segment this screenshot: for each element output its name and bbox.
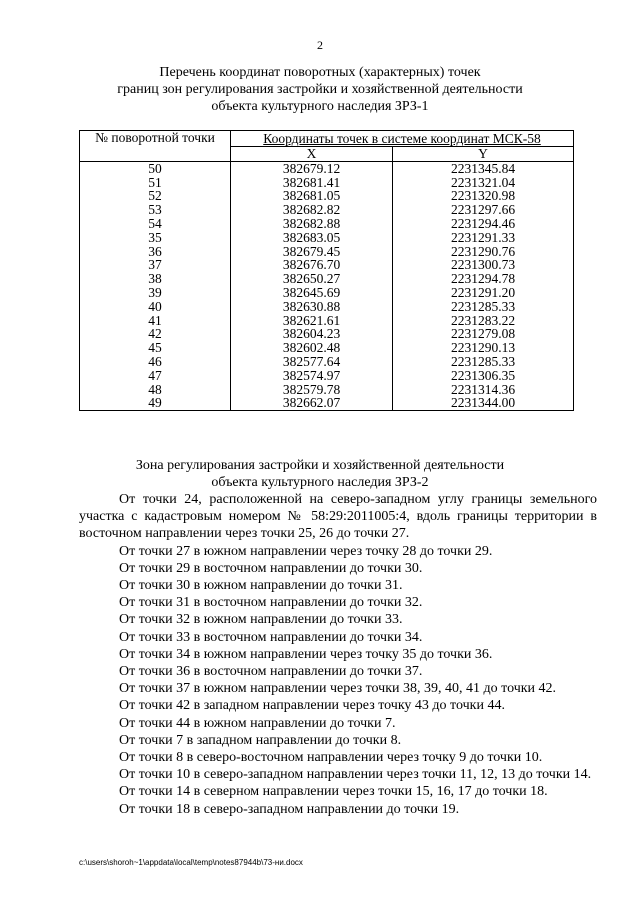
footer-file-path: c:\users\shoroh~1\appdata\local\temp\notes87944b\73-ни.docx [79,858,303,867]
cell-point: 40 [80,300,231,314]
title-line-3: объекта культурного наследия ЗРЗ-1 [211,99,429,114]
header-point-number: № поворотной точки [80,131,231,162]
cell-x: 382621.61 [231,314,393,328]
zone2-paragraph: От точки 7 в западном направлении до точки 8. [119,732,402,748]
table-row [80,231,574,245]
table-row [80,369,574,383]
cell-point: 48 [80,383,231,397]
cell-x: 382577.64 [231,355,393,369]
zone2-paragraph: От точки 10 в северо-западном направлении через точки 11, 12, 13 до точки 14. [119,767,592,783]
cell-x: 382602.48 [231,341,393,355]
cell-x: 382574.97 [231,369,393,383]
zone2-paragraph: От точки 14 в северном направлении через точки 15, 16, 17 до точки 18. [119,784,548,800]
cell-y: 2231290.76 [393,245,574,259]
cell-y: 2231294.46 [393,217,574,231]
cell-point: 35 [80,231,231,245]
cell-point: 49 [80,396,231,410]
cell-point: 53 [80,203,231,217]
cell-x: 382683.05 [231,231,393,245]
cell-point: 47 [80,369,231,383]
cell-y: 2231291.33 [393,231,574,245]
cell-y: 2231314.36 [393,383,574,397]
cell-y: 2231320.98 [393,189,574,203]
zone2-title [0,457,640,491]
cell-point: 52 [80,189,231,203]
table-row [80,176,574,190]
table-row [80,383,574,397]
cell-point: 46 [80,355,231,369]
cell-point: 38 [80,272,231,286]
cell-x: 382682.88 [231,217,393,231]
cell-point: 41 [80,314,231,328]
table-row [80,396,574,410]
cell-point: 42 [80,327,231,341]
cell-point: 39 [80,286,231,300]
zone2-paragraph: От точки 18 в северо-западном направлении до точки 19. [119,801,460,817]
cell-y: 2231291.20 [393,286,574,300]
cell-y: 2231345.84 [393,161,574,175]
cell-x: 382681.05 [231,189,393,203]
header-y: Y [393,147,574,162]
cell-x: 382682.82 [231,203,393,217]
title-line-1: Перечень координат поворотных (характерных) точек [159,65,481,80]
cell-y: 2231300.73 [393,258,574,272]
cell-y: 2231285.33 [393,355,574,369]
title-line-2: границ зон регулирования застройки и хозяйственной деятельности [117,82,523,97]
zone2-paragraph: От точки 29 в восточном направлении до точки 30. [119,560,423,576]
cell-x: 382676.70 [231,258,393,272]
zone2-paragraph: От точки 42 в западном направлении через точку 43 до точки 44. [119,698,505,714]
zone2-paragraph: От точки 27 в южном направлении через точку 28 до точки 29. [119,543,493,559]
cell-y: 2231306.35 [393,369,574,383]
table-row [80,203,574,217]
zone2-paragraph: От точки 34 в южном направлении через точку 35 до точки 36. [119,646,493,662]
page-number: 2 [317,38,323,52]
table-row [80,355,574,369]
cell-y: 2231294.78 [393,272,574,286]
cell-point: 37 [80,258,231,272]
cell-x: 382650.27 [231,272,393,286]
cell-y: 2231290.13 [393,341,574,355]
cell-x: 382645.69 [231,286,393,300]
coordinates-table [79,130,574,411]
table-row [80,161,574,175]
zone2-paragraph: От точки 37 в южном направлении через точки 38, 39, 40, 41 до точки 42. [119,681,557,697]
header-coordinates: Координаты точек в системе координат МСК-58 [231,131,574,147]
zone2-description [79,491,597,818]
coordinates-table-body [80,161,574,410]
cell-y: 2231344.00 [393,396,574,410]
zone2-paragraph: От точки 8 в северо-восточном направлении через точку 9 до точки 10. [119,750,543,766]
cell-x: 382604.23 [231,327,393,341]
table-row [80,245,574,259]
table-row [80,314,574,328]
cell-y: 2231321.04 [393,176,574,190]
zone2-paragraph: От точки 33 в восточном направлении до точки 34. [119,629,423,645]
table-row [80,341,574,355]
cell-y: 2231297.66 [393,203,574,217]
cell-point: 54 [80,217,231,231]
zone2-paragraph: От точки 36 в восточном направлении до точки 37. [119,664,423,680]
table-row [80,258,574,272]
cell-y: 2231283.22 [393,314,574,328]
cell-y: 2231279.08 [393,327,574,341]
cell-x: 382630.88 [231,300,393,314]
zone2-paragraph: От точки 32 в южном направлении до точки 33. [119,612,403,628]
zone2-title-line-1: Зона регулирования застройки и хозяйственной деятельности [135,458,505,473]
table-row [80,286,574,300]
cell-point: 51 [80,176,231,190]
cell-point: 36 [80,245,231,259]
cell-x: 382662.07 [231,396,393,410]
zone2-title-line-2: объекта культурного наследия ЗРЗ-2 [211,475,429,490]
header-x: X [231,147,393,162]
zone2-paragraph: От точки 24, расположенной на северо-западном углу границы земельного участка с кадастровым номером № 58:29:2011005:4, вдоль границы территории в восточном направлении через точки 25, 26 до точки 27. [79,492,597,542]
table-row [80,272,574,286]
cell-x: 382579.78 [231,383,393,397]
cell-x: 382679.45 [231,245,393,259]
cell-point: 45 [80,341,231,355]
zone2-paragraph: От точки 31 в восточном направлении до точки 32. [119,595,423,611]
cell-point: 50 [80,161,231,175]
document-title [0,64,640,115]
table-row [80,327,574,341]
zone2-paragraph: От точки 44 в южном направлении до точки 7. [119,715,396,731]
table-row [80,217,574,231]
cell-x: 382681.41 [231,176,393,190]
table-row [80,189,574,203]
zone2-paragraph: От точки 30 в южном направлении до точки 31. [119,578,403,594]
cell-y: 2231285.33 [393,300,574,314]
cell-x: 382679.12 [231,161,393,175]
table-row [80,300,574,314]
